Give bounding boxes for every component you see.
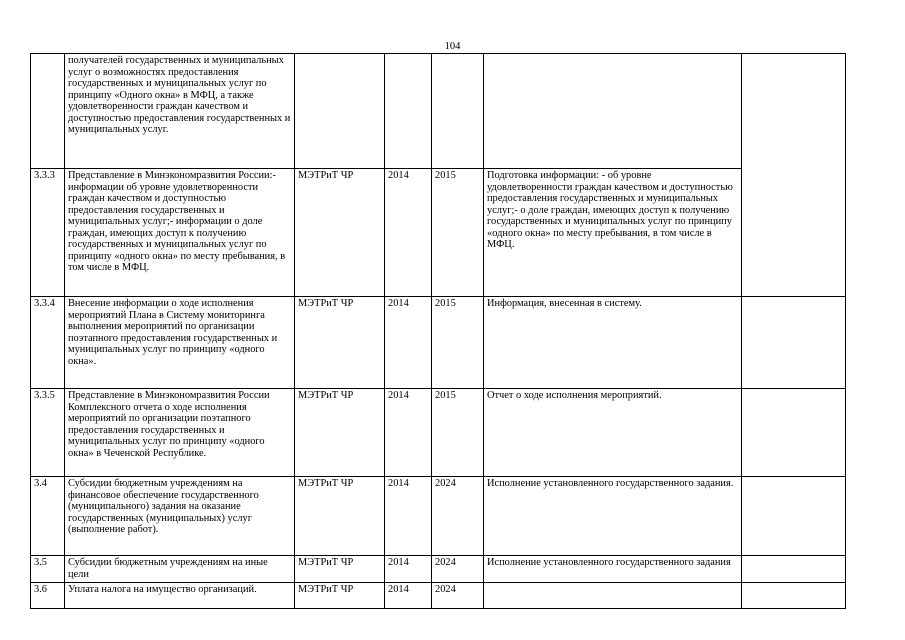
page-number: 104 [444, 41, 461, 52]
item-start-year: 2014 [385, 389, 432, 477]
item-executor: МЭТРиТ ЧР [295, 583, 385, 609]
item-end-year: 2024 [432, 477, 484, 556]
item-name: Уплата налога на имущество организаций. [65, 583, 295, 609]
item-name: Субсидии бюджетным учреждениям на иные цели [65, 556, 295, 583]
item-end-year: 2015 [432, 169, 484, 297]
item-name: получателей государственных и муниципальных услуг о возможностях предоставления государственных и муниципальных услуг по принципу «Одного окна» в МФЦ, а также удовлетворенности граждан качеством и доступностью предоставления государственных и муниципальных услуг. [65, 54, 295, 169]
item-start-year: 2014 [385, 297, 432, 389]
item-name: Представление в Минэкономразвития России Комплексного отчета о ходе исполнения мероприятий по организации поэтапного предоставления государственных и муниципальных услуг по принципу «одного окна» в Чеченской Республике. [65, 389, 295, 477]
plan-table [30, 53, 846, 609]
table-row [31, 556, 846, 583]
item-result: Информация, внесенная в систему. [484, 297, 742, 389]
item-extra [742, 389, 846, 477]
item-number: 3.3.5 [31, 389, 65, 477]
item-end-year [432, 54, 484, 169]
item-executor: МЭТРиТ ЧР [295, 297, 385, 389]
table-row [31, 54, 846, 169]
item-number [31, 54, 65, 169]
item-number: 3.6 [31, 583, 65, 609]
item-extra [742, 54, 846, 297]
item-number: 3.5 [31, 556, 65, 583]
item-start-year: 2014 [385, 556, 432, 583]
item-start-year: 2014 [385, 169, 432, 297]
item-extra [742, 477, 846, 556]
item-extra [742, 556, 846, 583]
item-result: Отчет о ходе исполнения мероприятий. [484, 389, 742, 477]
item-number: 3.3.3 [31, 169, 65, 297]
item-executor: МЭТРиТ ЧР [295, 169, 385, 297]
item-extra [742, 583, 846, 609]
item-end-year: 2024 [432, 583, 484, 609]
item-number: 3.4 [31, 477, 65, 556]
item-name: Представление в Минэкономразвития России:- информации об уровне удовлетворенности граждан качеством и доступностью предоставления государственных и муниципальных услуг;- информации о доле граждан, имеющих доступ к получению государственных и муниципальных услуг по принципу «одного окна» по месту пребывания, в том числе в МФЦ. [65, 169, 295, 297]
item-executor: МЭТРиТ ЧР [295, 477, 385, 556]
item-extra [742, 297, 846, 389]
item-number: 3.3.4 [31, 297, 65, 389]
item-result: Подготовка информации: - об уровне удовлетворенности граждан качеством и доступностью предоставления государственных и муниципальных услуг;- о доле граждан, имеющих доступ к получению государственных и муниципальных услуг по принципу «одного окна» по месту пребывания, в том числе в МФЦ. [484, 169, 742, 297]
table-row [31, 477, 846, 556]
item-start-year: 2014 [385, 477, 432, 556]
item-executor: МЭТРиТ ЧР [295, 556, 385, 583]
item-start-year: 2014 [385, 583, 432, 609]
table-row [31, 389, 846, 477]
item-name: Внесение информации о ходе исполнения мероприятий Плана в Систему мониторинга выполнения мероприятий по организации поэтапного предоставления государственных и муниципальных услуг по принципу «одного окна». [65, 297, 295, 389]
item-end-year: 2015 [432, 297, 484, 389]
item-result: Исполнение установленного государственного задания [484, 556, 742, 583]
item-start-year [385, 54, 432, 169]
table-row [31, 583, 846, 609]
item-name: Субсидии бюджетным учреждениям на финансовое обеспечение государственного (муниципального) задания на оказание государственных (муниципальных) услуг (выполнение работ). [65, 477, 295, 556]
table-row [31, 169, 846, 297]
item-result [484, 583, 742, 609]
item-result: Исполнение установленного государственного задания. [484, 477, 742, 556]
item-end-year: 2024 [432, 556, 484, 583]
item-executor: МЭТРиТ ЧР [295, 389, 385, 477]
item-result [484, 54, 742, 169]
table-row [31, 297, 846, 389]
item-end-year: 2015 [432, 389, 484, 477]
item-executor [295, 54, 385, 169]
